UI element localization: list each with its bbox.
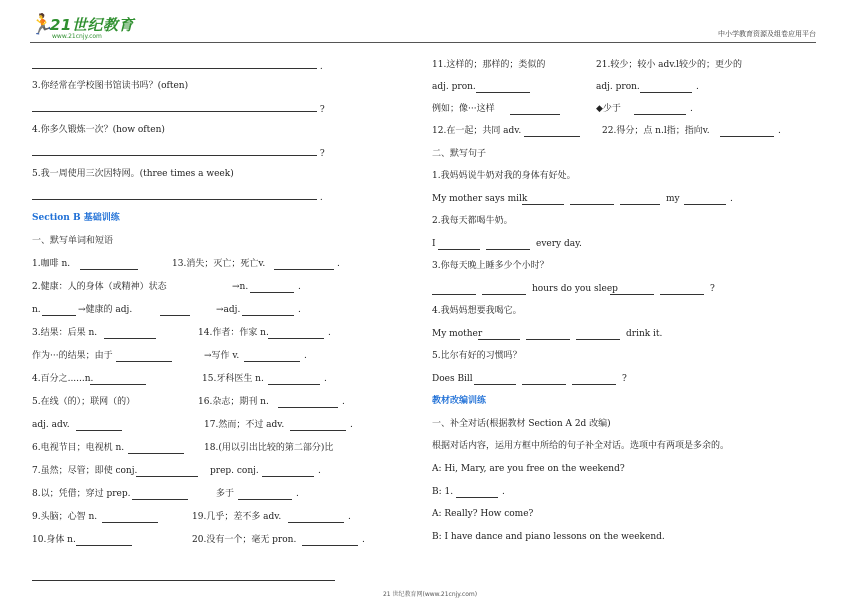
vocab-prompt: 10.身体 n. bbox=[32, 535, 76, 545]
section-b-title: Section B 基础训练 bbox=[32, 213, 120, 223]
blank[interactable] bbox=[32, 59, 317, 69]
vocab-prompt: 多于 bbox=[216, 489, 235, 499]
blank[interactable] bbox=[572, 375, 616, 385]
punctuation: . bbox=[304, 351, 307, 361]
footer-divider bbox=[32, 580, 335, 581]
header-divider bbox=[30, 42, 816, 43]
punctuation: . bbox=[778, 126, 781, 136]
punctuation: . bbox=[730, 194, 733, 204]
vocab-prompt: →健康的 adj. bbox=[78, 305, 133, 315]
blank[interactable] bbox=[432, 285, 476, 295]
punctuation: . bbox=[362, 535, 365, 545]
blank[interactable] bbox=[474, 375, 516, 385]
sentence-text: every day. bbox=[536, 239, 582, 249]
blank[interactable] bbox=[274, 260, 334, 270]
blank[interactable] bbox=[116, 352, 172, 362]
blank[interactable] bbox=[32, 190, 317, 200]
answer-line bbox=[32, 146, 325, 160]
blank[interactable] bbox=[610, 285, 654, 295]
logo-text: 21世纪教育 bbox=[50, 16, 134, 34]
header-platform-text: 中小学教育资源及组卷应用平台 bbox=[718, 30, 816, 38]
vocab-prompt: 例如；像···这样 bbox=[432, 104, 495, 114]
blank[interactable] bbox=[522, 195, 564, 205]
vocab-prompt: ◆少于 bbox=[596, 104, 621, 114]
part-1-heading: 一、默写单词和短语 bbox=[32, 236, 114, 246]
blank[interactable] bbox=[302, 536, 358, 546]
punctuation: . bbox=[350, 420, 353, 430]
blank[interactable] bbox=[132, 490, 188, 500]
vocab-prompt: 17.然而；不过 adv. bbox=[204, 420, 285, 430]
sentence-4-prompt: 4.我妈妈想要我喝它。 bbox=[432, 306, 522, 316]
blank[interactable] bbox=[634, 105, 686, 115]
punctuation: . bbox=[696, 82, 699, 92]
blank[interactable] bbox=[290, 421, 346, 431]
vocab-prompt: 15.牙科医生 n. bbox=[202, 374, 264, 384]
punctuation: . bbox=[298, 282, 301, 292]
punctuation: . bbox=[502, 487, 505, 497]
punctuation: . bbox=[298, 305, 301, 315]
blank[interactable] bbox=[76, 536, 132, 546]
runner-logo-icon: 🏃 bbox=[30, 12, 55, 36]
vocab-prompt: 8.以；凭借；穿过 prep. bbox=[32, 489, 131, 499]
vocab-prompt: 5.在线（的）；联网（的） bbox=[32, 397, 136, 407]
vocab-prompt: adj. pron. bbox=[596, 82, 640, 92]
part-2-heading: 二、默写句子 bbox=[432, 149, 487, 159]
answer-line bbox=[32, 102, 325, 116]
blank[interactable] bbox=[238, 490, 292, 500]
sentence-text: my bbox=[666, 194, 680, 204]
vocab-prompt: 4.百分之......n. bbox=[32, 374, 94, 384]
vocab-prompt: 13.消失；灭亡；死亡v. bbox=[172, 259, 266, 269]
vocab-prompt: 7.虽然；尽管；即使 conj. bbox=[32, 466, 138, 476]
blank[interactable] bbox=[522, 375, 566, 385]
dialogue-line: B: I have dance and piano lessons on the weekend. bbox=[432, 532, 665, 542]
blank[interactable] bbox=[476, 83, 530, 93]
sentence-5-prompt: 5.比尔有好的习惯吗？ bbox=[432, 351, 522, 361]
page-footer: 21 世纪教育网(www.21cnjy.com) bbox=[382, 591, 478, 598]
blank[interactable] bbox=[250, 283, 294, 293]
dialogue-line: A: Hi, Mary, are you free on the weekend? bbox=[432, 464, 625, 474]
vocab-prompt: 22.得分；点 n.l指；指向v. bbox=[602, 126, 710, 136]
blank[interactable] bbox=[42, 306, 76, 316]
vocab-prompt: 18.(用以引出比较的第二部分)比 bbox=[204, 443, 334, 453]
page-header bbox=[0, 0, 860, 44]
blank[interactable] bbox=[90, 375, 146, 385]
sentence-text: I bbox=[432, 239, 436, 249]
punctuation: . bbox=[337, 259, 340, 269]
sentence-text: My mother bbox=[432, 329, 483, 339]
vocab-prompt: 14.作者：作家 n. bbox=[198, 328, 269, 338]
blank[interactable] bbox=[262, 467, 314, 477]
sentence-3-prompt: 3.你每天晚上睡多少个小时？ bbox=[432, 261, 549, 271]
blank[interactable] bbox=[242, 306, 294, 316]
blank[interactable] bbox=[278, 398, 338, 408]
dialogue-text: B: 1. bbox=[432, 487, 454, 497]
blank[interactable] bbox=[526, 330, 570, 340]
vocab-prompt: 20.没有一个；毫无 pron. bbox=[192, 535, 297, 545]
vocab-prompt: 16.杂志；期刊 n. bbox=[198, 397, 269, 407]
vocab-prompt: →adj. bbox=[216, 305, 241, 315]
question-5: 5.我一周使用三次因特网。(three times a week) bbox=[32, 169, 234, 179]
section-textbook-title: 教材改编训练 bbox=[432, 396, 487, 406]
punctuation: . bbox=[348, 512, 351, 522]
blank[interactable] bbox=[482, 285, 526, 295]
punctuation: . bbox=[296, 489, 299, 499]
blank[interactable] bbox=[104, 329, 156, 339]
punctuation: . bbox=[319, 193, 323, 203]
vocab-prompt: 11.这样的；那样的；类似的 bbox=[432, 60, 546, 70]
vocab-prompt: 19.几乎；差不多 adv. bbox=[192, 512, 282, 522]
part-3-heading: 一、补全对话(根据教材 Section A 2d 改编) bbox=[432, 419, 611, 429]
question-4: 4.你多久锻炼一次？(how often) bbox=[32, 125, 165, 135]
vocab-prompt: adj. pron. bbox=[432, 82, 476, 92]
punctuation: ? bbox=[622, 374, 627, 384]
blank[interactable] bbox=[288, 513, 344, 523]
blank[interactable] bbox=[80, 260, 138, 270]
answer-line bbox=[32, 190, 323, 204]
vocab-prompt: adj. adv. bbox=[32, 420, 70, 430]
question-3: 3.你经常在学校图书馆读书吗？(often) bbox=[32, 81, 189, 91]
blank[interactable] bbox=[620, 195, 660, 205]
blank[interactable] bbox=[684, 195, 726, 205]
site-logo bbox=[30, 12, 140, 40]
blank[interactable] bbox=[128, 444, 184, 454]
answer-line bbox=[32, 59, 323, 73]
vocab-prompt: 2.健康：人的身体（或精神）状态 bbox=[32, 282, 167, 292]
vocab-prompt: prep. conj. bbox=[210, 466, 259, 476]
dialogue-line: A: Really? How come? bbox=[432, 509, 534, 519]
punctuation: . bbox=[319, 62, 323, 72]
blank[interactable] bbox=[102, 513, 158, 523]
blank[interactable] bbox=[576, 330, 620, 340]
blank[interactable] bbox=[76, 421, 122, 431]
vocab-prompt: 3.结果：后果 n. bbox=[32, 328, 98, 338]
blank[interactable] bbox=[640, 83, 692, 93]
blank[interactable] bbox=[244, 352, 300, 362]
vocab-prompt: 作为···的结果；由于 bbox=[32, 351, 113, 361]
blank[interactable] bbox=[136, 467, 198, 477]
blank[interactable] bbox=[32, 146, 317, 156]
punctuation: . bbox=[342, 397, 345, 407]
blank[interactable] bbox=[524, 127, 580, 137]
vocab-prompt: n. bbox=[32, 305, 41, 315]
vocab-prompt: 9.头脑；心智 n. bbox=[32, 512, 98, 522]
vocab-prompt: →n. bbox=[232, 282, 249, 292]
blank[interactable] bbox=[478, 330, 520, 340]
punctuation: ? bbox=[319, 105, 325, 115]
blank[interactable] bbox=[570, 195, 614, 205]
sentence-text: drink it. bbox=[626, 329, 663, 339]
sentence-2-prompt: 2.我每天都喝牛奶。 bbox=[432, 216, 513, 226]
punctuation: ? bbox=[319, 149, 325, 159]
vocab-prompt: 21.较少；较小 adv.l较少的；更少的 bbox=[596, 60, 743, 70]
blank[interactable] bbox=[660, 285, 704, 295]
punctuation: . bbox=[690, 104, 693, 114]
vocab-prompt: 6.电视节目；电视机 n. bbox=[32, 443, 125, 453]
punctuation: . bbox=[324, 374, 327, 384]
vocab-prompt: →写作 v. bbox=[204, 351, 240, 361]
punctuation: . bbox=[328, 328, 331, 338]
blank[interactable] bbox=[456, 488, 498, 498]
blank[interactable] bbox=[720, 127, 774, 137]
sentence-text: My mother says milk bbox=[432, 194, 528, 204]
vocab-prompt: 12.在一起；共同 adv. bbox=[432, 126, 522, 136]
sentence-1-prompt: 1.我妈妈说牛奶对我的身体有好处。 bbox=[432, 171, 576, 181]
blank[interactable] bbox=[268, 329, 324, 339]
punctuation: . bbox=[318, 466, 321, 476]
dialogue-instructions: 根据对话内容，运用方框中所给的句子补全对话。选项中有两项是多余的。 bbox=[432, 441, 730, 451]
logo-url: www.21cnjy.com bbox=[52, 33, 102, 40]
vocab-prompt: 1.咖啡 n. bbox=[32, 259, 71, 269]
blank[interactable] bbox=[32, 102, 317, 112]
blank[interactable] bbox=[268, 375, 320, 385]
sentence-text: Does Bill bbox=[432, 374, 473, 384]
blank[interactable] bbox=[438, 240, 480, 250]
blank[interactable] bbox=[160, 306, 190, 316]
blank[interactable] bbox=[486, 240, 530, 250]
punctuation: ? bbox=[710, 284, 715, 294]
blank[interactable] bbox=[510, 105, 560, 115]
sentence-text: hours do you sleep bbox=[532, 284, 618, 294]
